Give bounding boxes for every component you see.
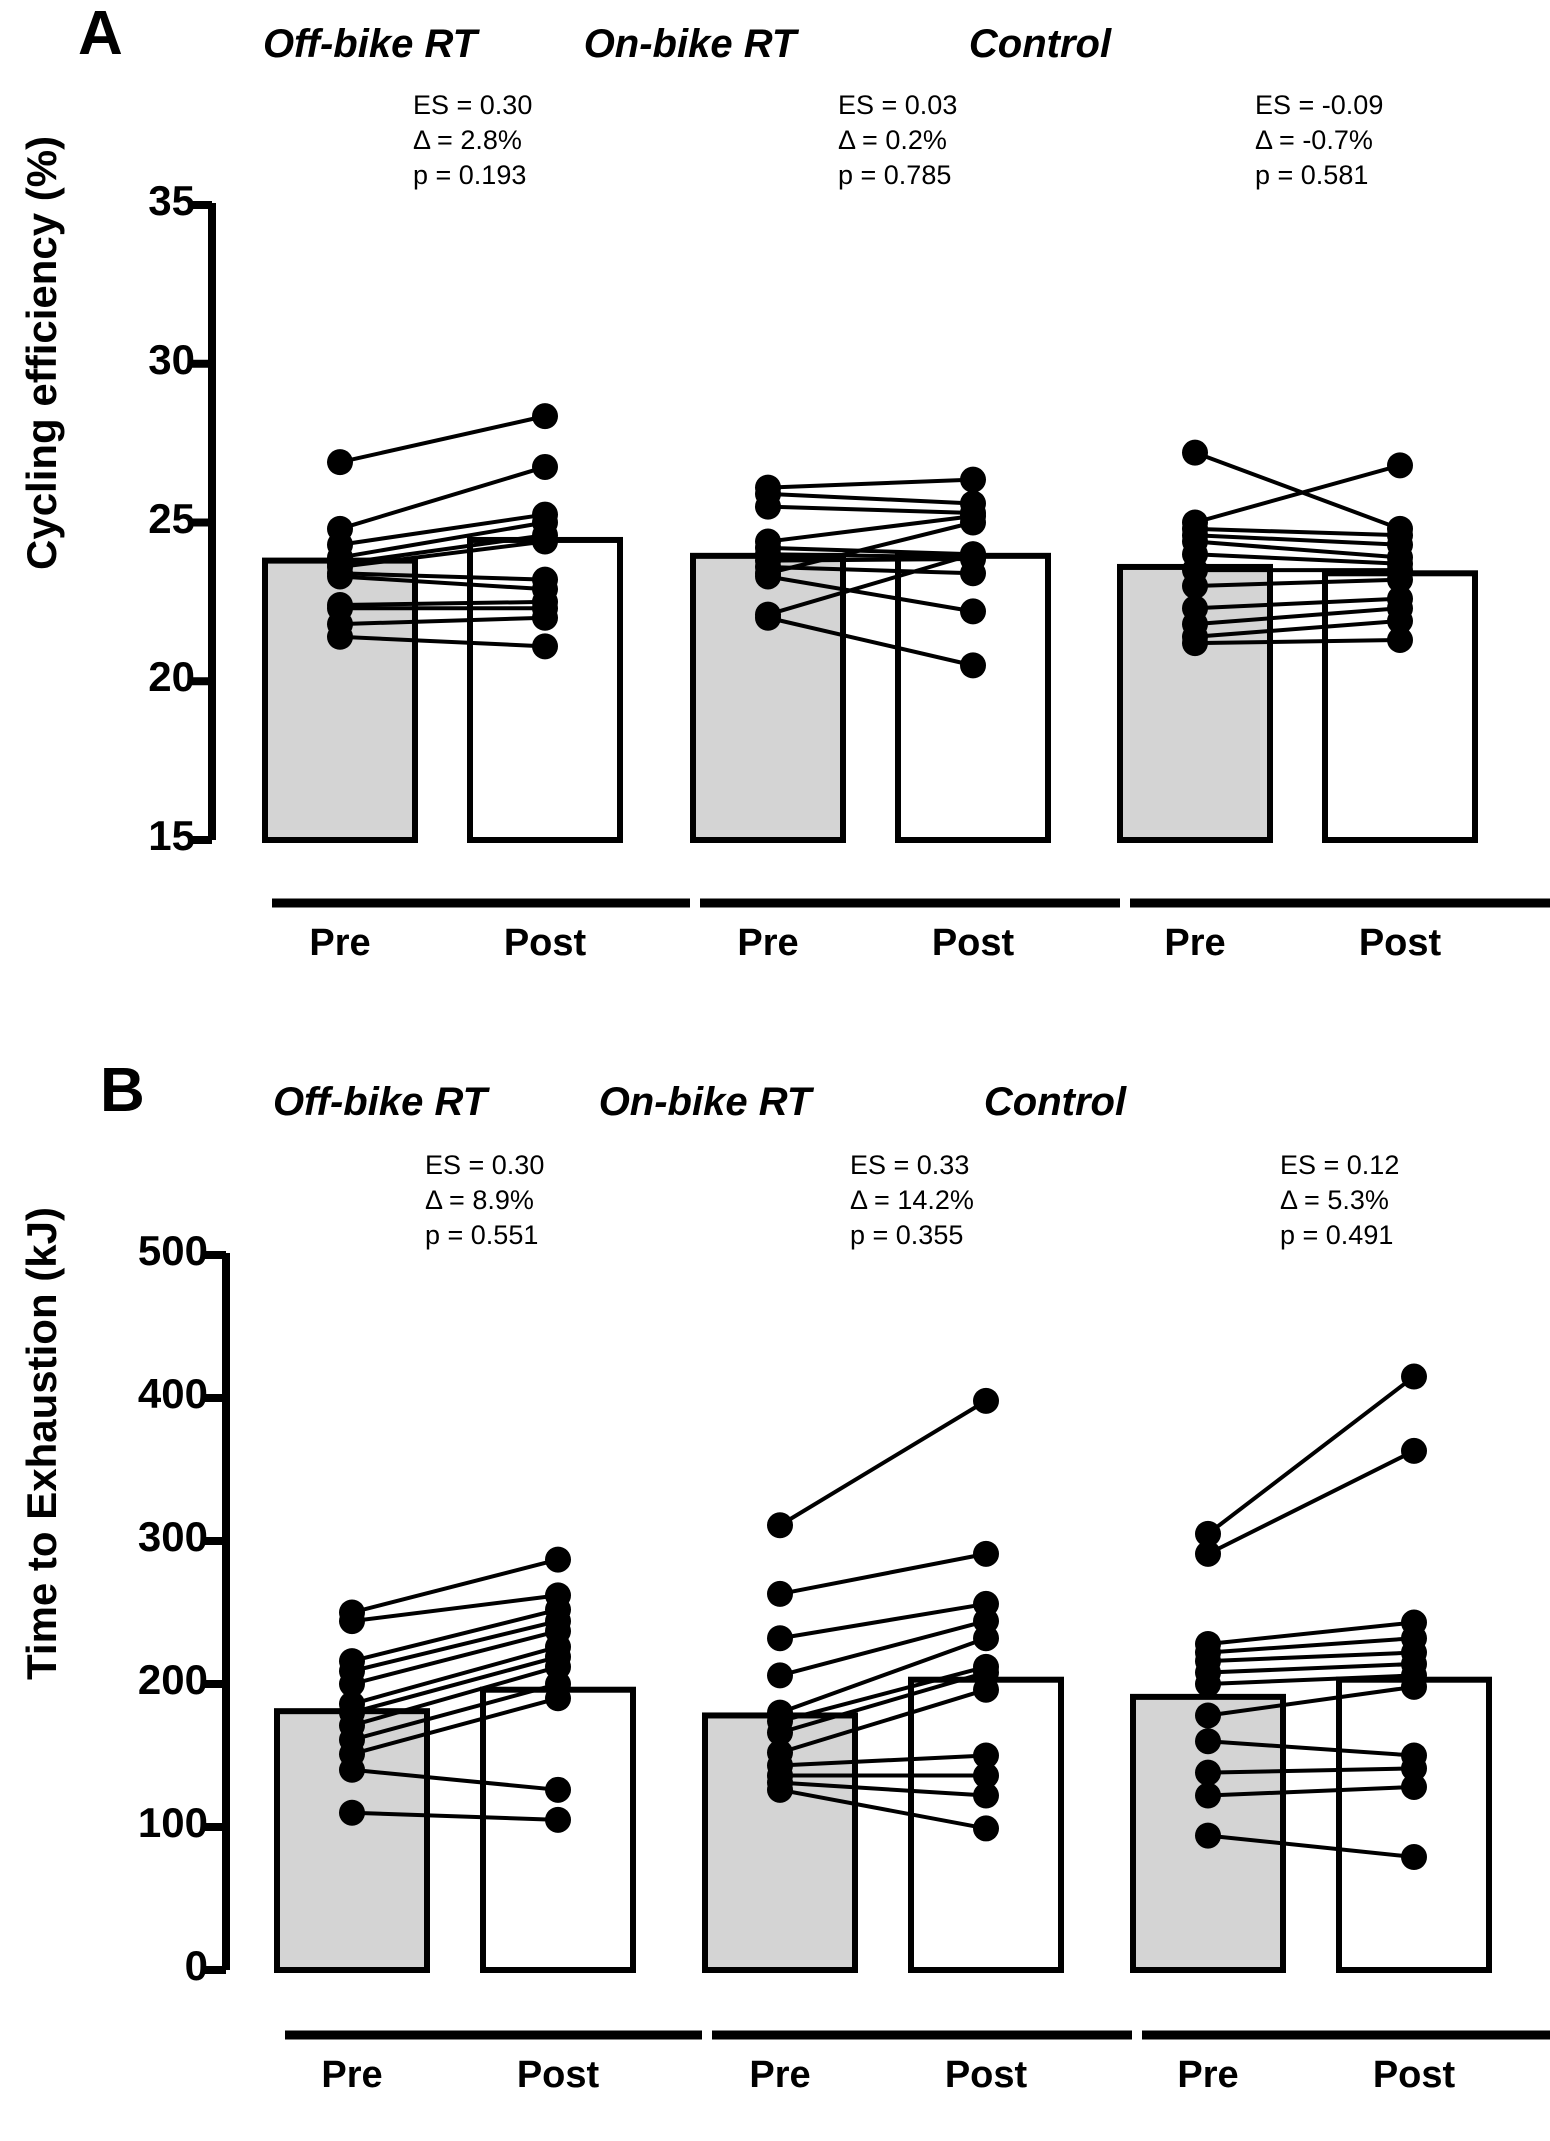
category-label-post: Post: [1372, 2054, 1456, 2096]
category-label-pre: Pre: [737, 922, 799, 964]
category-label-post: Post: [516, 2054, 600, 2096]
paired-line: [780, 1401, 986, 1525]
data-point-post: [532, 529, 558, 555]
data-point-post: [545, 1807, 571, 1833]
plot-area-b: [0, 1060, 1550, 2141]
data-point-pre: [1182, 440, 1208, 466]
category-label-post: Post: [944, 2054, 1028, 2096]
stats-delta: Δ = 14.2%: [850, 1185, 974, 1216]
data-point-post: [532, 633, 558, 659]
panel-b: [0, 1056, 1550, 2141]
data-point-post: [1401, 1774, 1427, 1800]
stats-p: p = 0.193: [413, 160, 527, 191]
data-point-post: [973, 1625, 999, 1651]
data-point-post: [960, 652, 986, 678]
category-label-post: Post: [503, 922, 587, 964]
stats-es: ES = 0.33: [850, 1150, 970, 1180]
paired-line: [340, 416, 545, 462]
paired-line: [1208, 1377, 1414, 1534]
y-tick-label: 100: [137, 1799, 208, 1846]
bar-post: [1339, 1680, 1489, 1970]
stats-delta: Δ = 0.2%: [838, 125, 947, 156]
data-point-pre: [1182, 630, 1208, 656]
y-tick-label: 500: [137, 1227, 208, 1274]
data-point-post: [545, 1777, 571, 1803]
data-point-post: [532, 403, 558, 429]
group-title-onbike-b: On-bike RT: [598, 1080, 812, 1124]
group-title-offbike-a: Off-bike RT: [262, 22, 478, 66]
data-point-pre: [767, 1512, 793, 1538]
stats-p: p = 0.551: [425, 1220, 539, 1251]
stats-p: p = 0.491: [1280, 1220, 1394, 1251]
stats-es: ES = 0.30: [425, 1150, 545, 1180]
y-tick-label: 15: [148, 812, 195, 859]
data-point-post: [960, 598, 986, 624]
data-point-post: [1387, 627, 1413, 653]
data-point-pre: [1195, 1541, 1221, 1567]
panel-a: [0, 0, 1550, 1060]
stats-p: p = 0.785: [838, 160, 952, 191]
y-axis-title-a: Cycling efficiency (%): [18, 135, 65, 570]
paired-line: [1208, 1653, 1414, 1662]
paired-line: [768, 507, 973, 513]
data-point-pre: [755, 605, 781, 631]
paired-line: [768, 559, 973, 561]
data-point-pre: [767, 1625, 793, 1651]
stats-delta: Δ = -0.7%: [1255, 125, 1373, 156]
paired-line: [780, 1604, 986, 1638]
data-point-pre: [1195, 1760, 1221, 1786]
data-point-post: [973, 1815, 999, 1841]
data-point-pre: [327, 449, 353, 475]
data-point-pre: [1195, 1783, 1221, 1809]
data-point-pre: [339, 1608, 365, 1634]
category-label-post: Post: [1358, 922, 1442, 964]
data-point-pre: [755, 563, 781, 589]
data-point-post: [1401, 1674, 1427, 1700]
data-point-pre: [767, 1581, 793, 1607]
stats-p: p = 0.355: [850, 1220, 964, 1251]
stats-delta: Δ = 2.8%: [413, 125, 522, 156]
data-point-pre: [339, 1800, 365, 1826]
stats-delta: Δ = 5.3%: [1280, 1185, 1389, 1216]
data-point-post: [545, 1685, 571, 1711]
data-point-post: [960, 510, 986, 536]
y-tick-label: 400: [137, 1370, 208, 1417]
stats-es: ES = -0.09: [1255, 90, 1384, 120]
y-axis-title-b: Time to Exhaustion (kJ): [18, 1207, 65, 1680]
data-point-post: [960, 467, 986, 493]
data-point-pre: [1195, 1702, 1221, 1728]
data-point-pre: [767, 1777, 793, 1803]
data-point-post: [1401, 1844, 1427, 1870]
data-point-post: [532, 454, 558, 480]
y-tick-label: 35: [148, 177, 195, 224]
paired-line: [352, 1560, 558, 1613]
category-label-post: Post: [931, 922, 1015, 964]
data-point-pre: [1182, 573, 1208, 599]
data-point-post: [1387, 452, 1413, 478]
data-point-pre: [1195, 1671, 1221, 1697]
paired-line: [780, 1554, 986, 1594]
paired-line: [768, 480, 973, 488]
data-point-pre: [339, 1757, 365, 1783]
panel-letter-a: A: [78, 0, 123, 68]
stats-es: ES = 0.30: [413, 90, 533, 120]
y-tick-label: 20: [148, 653, 195, 701]
paired-line: [1208, 1664, 1414, 1673]
data-point-post: [960, 541, 986, 567]
paired-line: [1195, 453, 1400, 529]
category-label-pre: Pre: [749, 2054, 811, 2096]
paired-line: [1195, 465, 1400, 522]
data-point-post: [973, 1541, 999, 1567]
y-tick-label: 25: [148, 494, 195, 542]
data-point-pre: [767, 1662, 793, 1688]
group-title-control-a: Control: [968, 22, 1112, 66]
data-point-post: [973, 1783, 999, 1809]
group-title-onbike-a: On-bike RT: [583, 22, 797, 66]
category-label-pre: Pre: [321, 2054, 383, 2096]
panel-letter-b: B: [100, 1056, 145, 1125]
group-title-control-b: Control: [983, 1080, 1127, 1124]
paired-line: [1208, 1451, 1414, 1554]
data-point-post: [532, 605, 558, 631]
stats-p: p = 0.581: [1255, 160, 1369, 191]
data-point-post: [545, 1547, 571, 1573]
category-label-pre: Pre: [1164, 922, 1226, 964]
y-tick-label: 300: [137, 1513, 208, 1560]
y-tick-label: 200: [137, 1656, 208, 1703]
data-point-pre: [1195, 1823, 1221, 1849]
group-title-offbike-b: Off-bike RT: [272, 1080, 488, 1124]
stats-delta: Δ = 8.9%: [425, 1185, 534, 1216]
plot-area-a: [0, 0, 1550, 1060]
data-point-pre: [327, 563, 353, 589]
y-tick-label: 0: [184, 1942, 208, 1989]
y-tick-label: 30: [148, 335, 195, 383]
stats-es: ES = 0.03: [838, 90, 958, 120]
data-point-pre: [1195, 1728, 1221, 1754]
paired-line: [1195, 529, 1400, 535]
data-point-post: [1401, 1364, 1427, 1390]
data-point-post: [973, 1388, 999, 1414]
data-point-post: [1401, 1438, 1427, 1464]
data-point-post: [973, 1677, 999, 1703]
stats-es: ES = 0.12: [1280, 1150, 1400, 1180]
data-point-pre: [755, 494, 781, 520]
category-label-pre: Pre: [309, 922, 371, 964]
paired-line: [768, 494, 973, 504]
data-point-pre: [327, 624, 353, 650]
category-label-pre: Pre: [1177, 2054, 1239, 2096]
